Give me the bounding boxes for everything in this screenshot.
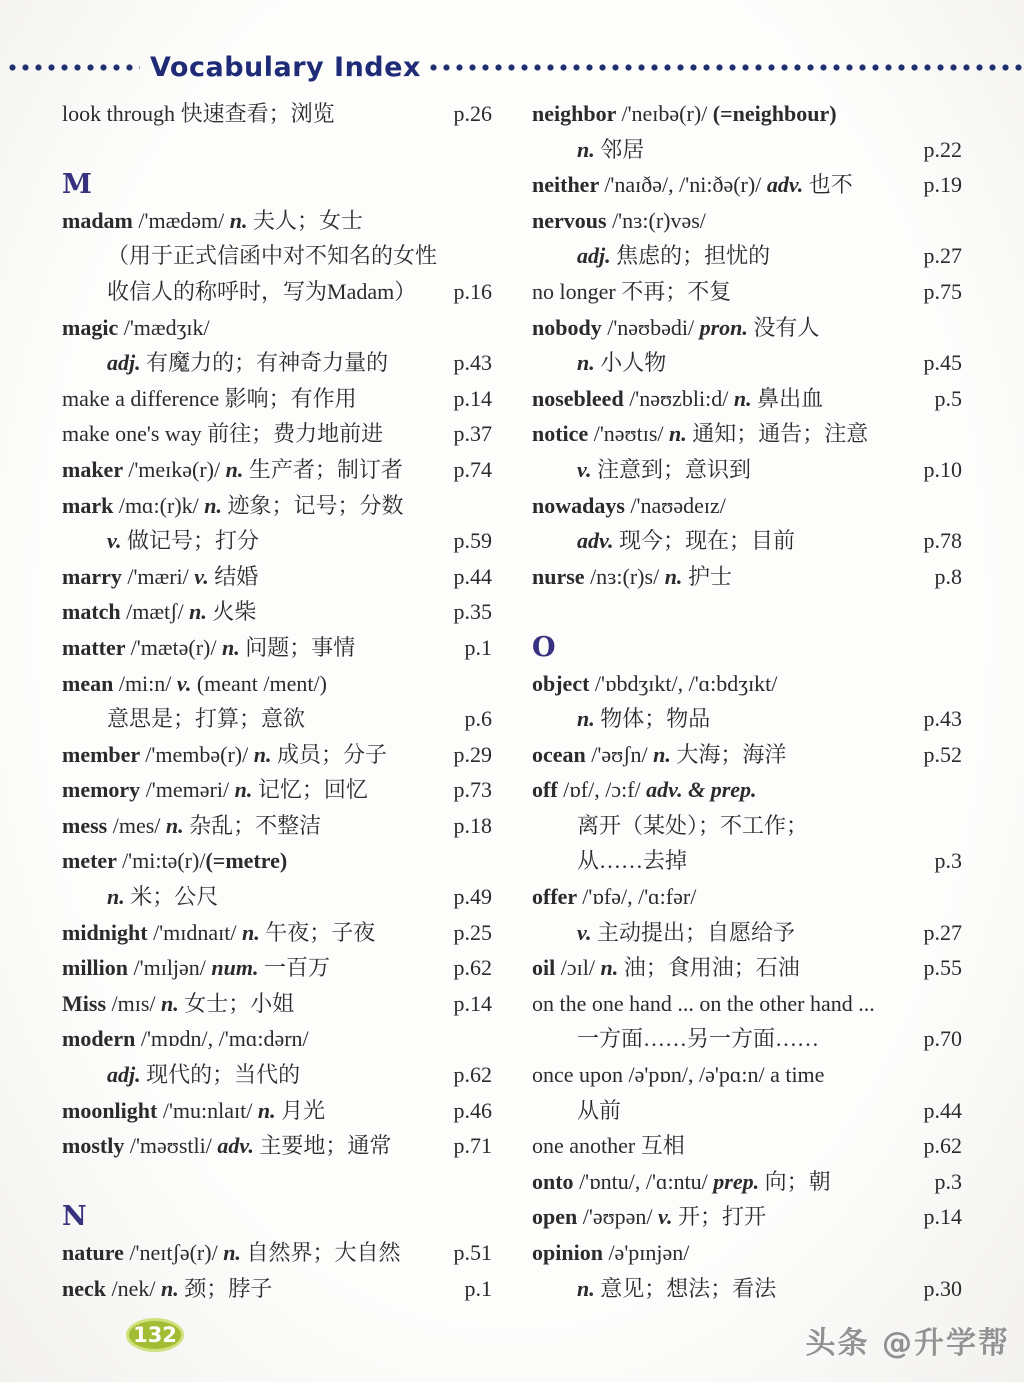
entry-text: make a difference 影响；有作用 xyxy=(62,385,357,411)
entry-text: n. 小人物 xyxy=(577,350,667,376)
page-ref: p.3 xyxy=(934,1168,962,1194)
entry-text: n. 米；公尺 xyxy=(107,884,219,910)
entry-text: 一方面……另一方面…… xyxy=(577,1026,820,1052)
page-ref: p.22 xyxy=(923,136,962,162)
index-entry-line xyxy=(62,96,492,132)
index-entry-line xyxy=(62,594,492,630)
entry-text: off /ɒf/, /ɔ:f/ adv. & prep. xyxy=(532,777,757,803)
entry-text: madam /'mædəm/ n. 夫人；女士 xyxy=(62,207,364,233)
page-ref: p.43 xyxy=(923,706,962,732)
index-continuation-line xyxy=(532,915,962,951)
index-entry-line xyxy=(62,915,492,951)
entry-text: mostly /'məʊstli/ adv. 主要地；通常 xyxy=(62,1133,392,1159)
page-ref: p.3 xyxy=(934,848,962,874)
index-columns xyxy=(62,96,962,1306)
page-ref: p.27 xyxy=(923,243,962,269)
page-ref: p.10 xyxy=(923,456,962,482)
page-ref: p.6 xyxy=(464,706,492,732)
index-continuation-line xyxy=(532,1021,962,1057)
row-gap xyxy=(62,132,492,168)
entry-text: adj. 有魔力的；有神奇力量的 xyxy=(107,350,389,376)
page-ref: p.14 xyxy=(453,385,492,411)
entry-text: nature /'neɪtʃə(r)/ n. 自然界；大自然 xyxy=(62,1240,401,1265)
index-entry-line xyxy=(532,310,962,346)
page-number-badge: 132 xyxy=(126,1318,184,1352)
index-entry-line xyxy=(62,310,492,346)
entry-text: 从前 xyxy=(577,1097,622,1123)
index-continuation-line xyxy=(532,843,962,879)
index-continuation-line xyxy=(62,879,492,915)
index-entry-line xyxy=(532,986,962,1022)
index-entry-line xyxy=(532,1128,962,1164)
index-entry-line xyxy=(532,1199,962,1235)
page-ref: p.62 xyxy=(923,1133,962,1159)
index-entry-line xyxy=(62,559,492,595)
entry-text: moonlight /'mu:nlaɪt/ n. 月光 xyxy=(62,1097,326,1123)
entry-text: nervous /'nɜ:(r)vəs/ xyxy=(532,207,706,233)
index-continuation-line xyxy=(62,238,492,274)
entry-text: n. 邻居 xyxy=(577,136,645,162)
index-entry-line xyxy=(62,630,492,666)
entry-text: n. 意见；想法；看法 xyxy=(577,1275,777,1301)
index-continuation-line xyxy=(532,238,962,274)
index-entry-line xyxy=(532,950,962,986)
entry-text: maker /'meɪkə(r)/ n. 生产者；制订者 xyxy=(62,456,403,482)
entry-text: mark /mɑ:(r)k/ n. 迹象；记号；分数 xyxy=(62,492,404,518)
entry-text: neither /'naɪðə/, /'ni:ðə(r)/ adv. 也不 xyxy=(532,172,853,198)
page-ref: p.75 xyxy=(923,278,962,304)
entry-text: neighbor /'neɪbə(r)/ (=neighbour) xyxy=(532,101,837,126)
page-ref: p.5 xyxy=(934,385,962,411)
page-ref: p.70 xyxy=(923,1026,962,1052)
index-continuation-line xyxy=(532,132,962,168)
entry-text: offer /'ɒfə/, /'ɑ:fər/ xyxy=(532,884,697,910)
page-ref: p.25 xyxy=(453,919,492,945)
index-entry-line xyxy=(62,416,492,452)
index-continuation-line xyxy=(532,808,962,844)
page-ref: p.55 xyxy=(923,955,962,981)
page-ref: p.27 xyxy=(923,919,962,945)
entry-text: magic /'mædʒɪk/ xyxy=(62,314,210,340)
index-entry-line xyxy=(62,1235,492,1271)
page-ref: p.46 xyxy=(453,1097,492,1123)
page-ref: p.29 xyxy=(453,741,492,767)
entry-text: mean /mi:n/ v. (meant /ment/) xyxy=(62,670,327,696)
index-entry-line xyxy=(62,808,492,844)
index-entry-line xyxy=(62,843,492,879)
entry-text: memory /'meməri/ n. 记忆；回忆 xyxy=(62,777,368,803)
entry-text: （用于正式信函中对不知名的女性 xyxy=(107,243,438,269)
index-continuation-line xyxy=(62,345,492,381)
entry-text: marry /'mæri/ v. 结婚 xyxy=(62,563,259,589)
entry-text: nowadays /'naʊədeɪz/ xyxy=(532,492,726,518)
index-entry-line xyxy=(532,737,962,773)
entry-text: ocean /'əʊʃn/ n. 大海；海洋 xyxy=(532,741,787,767)
index-continuation-line xyxy=(532,523,962,559)
entry-text: oil /ɔɪl/ n. 油；食用油；石油 xyxy=(532,955,800,981)
page-ref: p.14 xyxy=(923,1204,962,1230)
dotted-rule-left-icon xyxy=(8,63,140,72)
index-continuation-line xyxy=(62,701,492,737)
page-ref: p.62 xyxy=(453,955,492,981)
entry-text: neck /nek/ n. 颈；脖子 xyxy=(62,1275,273,1301)
index-entry-line xyxy=(62,1021,492,1057)
index-entry-line xyxy=(62,452,492,488)
index-entry-line xyxy=(62,666,492,702)
entry-text: midnight /'mɪdnaɪt/ n. 午夜；子夜 xyxy=(62,919,376,945)
index-continuation-line xyxy=(532,1271,962,1307)
watermark: 头条 @升学帮 xyxy=(805,1326,1010,1361)
page-ref: p.62 xyxy=(453,1062,492,1088)
page-ref: p.18 xyxy=(453,812,492,838)
index-column-left xyxy=(62,96,492,1306)
entry-text: adv. 现今；现在；目前 xyxy=(577,528,795,554)
entry-text: Miss /mɪs/ n. 女士；小姐 xyxy=(62,990,295,1016)
entry-text: v. 做记号；打分 xyxy=(107,528,259,554)
row-gap xyxy=(62,1164,492,1200)
index-entry-line xyxy=(62,1271,492,1307)
entry-text: matter /'mætə(r)/ n. 问题；事情 xyxy=(62,634,356,660)
entry-text: make one's way 前往；费力地前进 xyxy=(62,421,384,447)
entry-text: open /'əʊpən/ v. 开；打开 xyxy=(532,1204,767,1230)
index-entry-line xyxy=(62,950,492,986)
index-entry-line xyxy=(62,381,492,417)
entry-text: once upon /ə'pɒn/, /ə'pɑ:n/ a time xyxy=(532,1062,825,1088)
entry-text: meter /'mi:tə(r)/(=metre) xyxy=(62,848,288,874)
index-entry-line xyxy=(532,772,962,808)
index-continuation-line xyxy=(532,452,962,488)
page-ref: p.43 xyxy=(453,350,492,376)
index-entry-line xyxy=(532,666,962,702)
entry-text: member /'membə(r)/ n. 成员；分子 xyxy=(62,741,387,767)
page-header xyxy=(0,52,1024,83)
entry-text: object /'ɒbdʒɪkt/, /'ɑ:bdʒɪkt/ xyxy=(532,670,778,696)
index-continuation-line xyxy=(532,701,962,737)
row-gap xyxy=(532,594,962,630)
index-continuation-line xyxy=(532,1093,962,1129)
entry-text: mess /mes/ n. 杂乱；不整洁 xyxy=(62,812,322,838)
page-ref: p.30 xyxy=(923,1275,962,1301)
page-title: Vocabulary Index xyxy=(150,52,421,83)
entry-text: v. 注意到；意识到 xyxy=(577,456,751,482)
entry-text: v. 主动提出；自愿给予 xyxy=(577,919,795,945)
page-ref: p.44 xyxy=(923,1097,962,1123)
page-ref: p.35 xyxy=(453,599,492,625)
page-ref: p.1 xyxy=(464,634,492,660)
entry-text: n. 物体；物品 xyxy=(577,706,711,732)
index-entry-line xyxy=(532,381,962,417)
entry-text: adj. 焦虑的；担忧的 xyxy=(577,243,771,269)
section-letter: M xyxy=(62,169,92,201)
page-ref: p.19 xyxy=(923,172,962,198)
index-entry-line xyxy=(532,1164,962,1200)
page-ref: p.71 xyxy=(453,1133,492,1159)
index-entry-line xyxy=(532,416,962,452)
entry-text: million /'mɪljən/ num. 一百万 xyxy=(62,955,331,981)
index-column-right xyxy=(532,96,962,1306)
entry-text: opinion /ə'pɪnjən/ xyxy=(532,1240,690,1265)
page-ref: p.44 xyxy=(453,563,492,589)
page-ref: p.16 xyxy=(453,278,492,304)
page-ref: p.74 xyxy=(453,456,492,482)
entry-text: modern /'mɒdn/, /'mɑ:dərn/ xyxy=(62,1026,309,1052)
page-ref: p.26 xyxy=(453,101,492,126)
index-entry-line xyxy=(62,203,492,239)
page-ref: p.78 xyxy=(923,528,962,554)
index-entry-line xyxy=(532,167,962,203)
entry-text: nobody /'nəʊbədi/ pron. 没有人 xyxy=(532,314,820,340)
index-entry-line xyxy=(62,986,492,1022)
index-entry-line xyxy=(532,559,962,595)
entry-text: on the one hand ... on the other hand ... xyxy=(532,990,875,1016)
dotted-rule-right-icon xyxy=(429,63,1024,72)
index-entry-line xyxy=(62,772,492,808)
index-continuation-line xyxy=(62,523,492,559)
index-entry-line xyxy=(532,488,962,524)
index-entry-line xyxy=(62,1128,492,1164)
section-letter: N xyxy=(62,1201,87,1233)
index-entry-line xyxy=(62,488,492,524)
index-entry-line xyxy=(532,96,962,132)
entry-text: look through 快速查看；浏览 xyxy=(62,101,335,126)
page-ref: p.37 xyxy=(453,421,492,447)
page-ref: p.8 xyxy=(934,563,962,589)
entry-text: match /mætʃ/ n. 火柴 xyxy=(62,599,257,625)
entry-text: notice /'nəʊtɪs/ n. 通知；通告；注意 xyxy=(532,421,869,447)
entry-text: nurse /nɜ:(r)s/ n. 护士 xyxy=(532,563,732,589)
index-entry-line xyxy=(532,879,962,915)
page-ref: p.59 xyxy=(453,528,492,554)
entry-text: 从……去掉 xyxy=(577,848,688,874)
entry-text: 收信人的称呼时，写为Madam） xyxy=(107,278,417,304)
index-continuation-line xyxy=(532,345,962,381)
entry-text: 意思是；打算；意欲 xyxy=(107,706,306,732)
index-entry-line xyxy=(62,737,492,773)
page-ref: p.14 xyxy=(453,990,492,1016)
index-continuation-line xyxy=(62,1057,492,1093)
index-entry-line xyxy=(532,274,962,310)
entry-text: one another 互相 xyxy=(532,1133,685,1159)
page-ref: p.73 xyxy=(453,777,492,803)
section-letter: O xyxy=(532,631,556,663)
index-entry-line xyxy=(532,1057,962,1093)
page-ref: p.51 xyxy=(453,1240,492,1265)
index-entry-line xyxy=(532,1235,962,1271)
page-ref: p.45 xyxy=(923,350,962,376)
index-continuation-line xyxy=(62,274,492,310)
entry-text: nosebleed /'nəʊzbli:d/ n. 鼻出血 xyxy=(532,385,824,411)
page-ref: p.52 xyxy=(923,741,962,767)
index-entry-line xyxy=(532,203,962,239)
index-entry-line xyxy=(62,1093,492,1129)
page-ref: p.1 xyxy=(464,1275,492,1301)
entry-text: no longer 不再；不复 xyxy=(532,278,732,304)
page-ref: p.49 xyxy=(453,884,492,910)
entry-text: onto /'ɒntu/, /'ɑ:ntu/ prep. 向；朝 xyxy=(532,1168,831,1194)
entry-text: 离开（某处）；不工作； xyxy=(577,812,809,838)
entry-text: adj. 现代的；当代的 xyxy=(107,1062,301,1088)
